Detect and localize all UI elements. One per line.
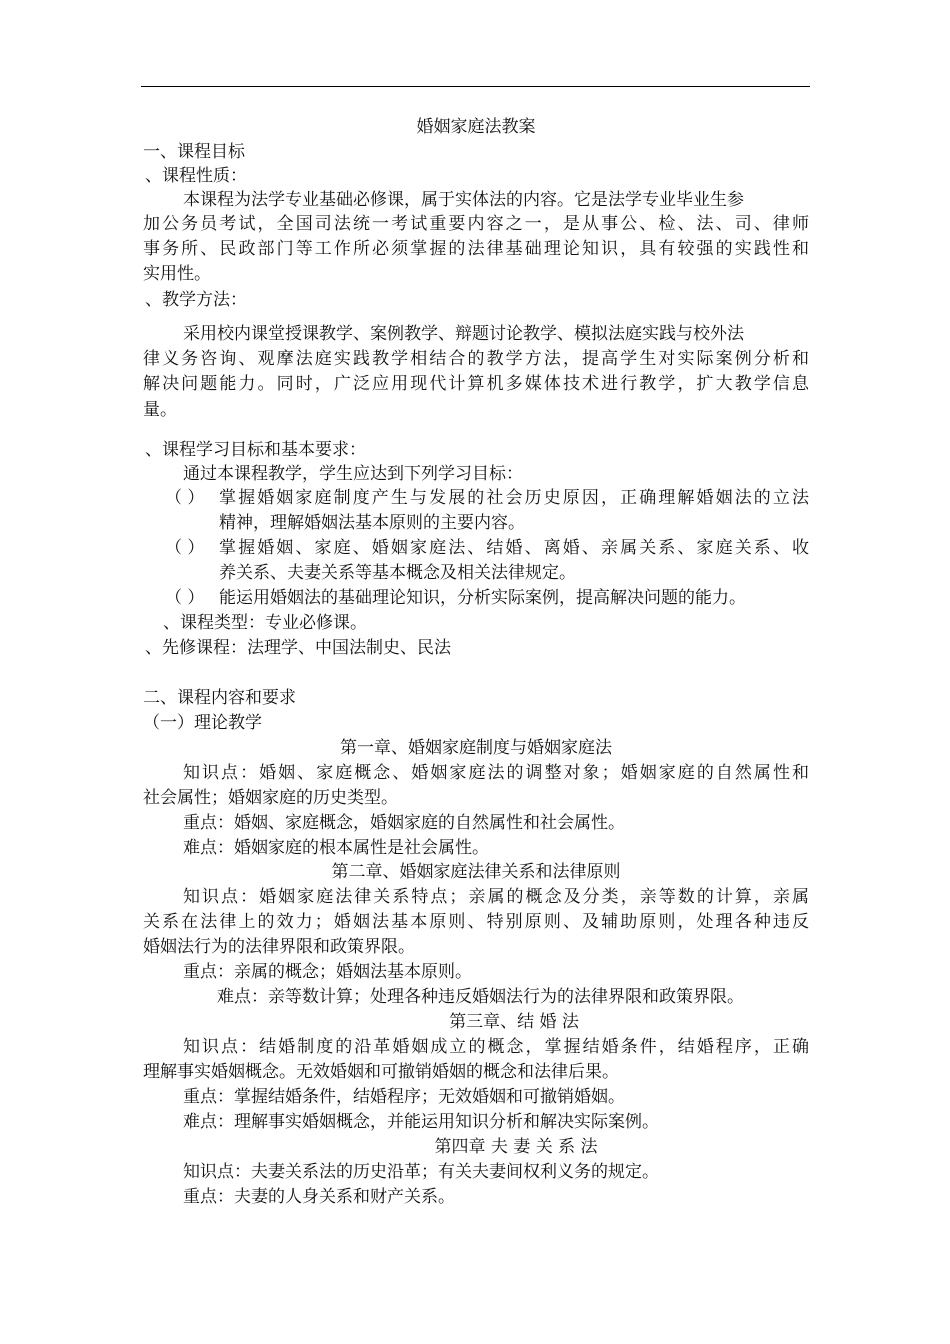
chapter-2-title: 第二章、婚姻家庭法律关系和法律原则 <box>331 862 621 882</box>
chapter-1-title: 第一章、婚姻家庭制度与婚姻家庭法 <box>340 738 612 758</box>
document-title: 婚姻家庭法教案 <box>416 117 536 137</box>
goal-item-line: 掌握婚姻、家庭、婚姻家庭法、结婚、离婚、亲属关系、家庭关系、收 <box>219 538 809 558</box>
ch2-knowledge-line: 知识点：婚姻家庭法律关系特点；亲属的概念及分类，亲等数的计算，亲属 <box>183 887 809 907</box>
nature-paragraph-line: 实用性。 <box>143 264 211 284</box>
nature-heading: 、课程性质： <box>145 166 247 186</box>
ch3-difficulty: 难点：理解事实婚姻概念，并能运用知识分析和解决实际案例。 <box>183 1112 659 1132</box>
chapter-4-title: 第四章 夫 妻 关 系 法 <box>434 1137 598 1157</box>
nature-paragraph-line: 加公务员考试，全国司法统一考试重要内容之一，是从事公、检、法、司、律师 <box>143 214 809 234</box>
ch3-key-point: 重点：掌握结婚条件，结婚程序；无效婚姻和可撤销婚姻。 <box>183 1087 625 1107</box>
ch2-knowledge-line: 婚姻法行为的法律界限和政策界限。 <box>143 937 415 957</box>
course-type: 、课程类型：专业必修课。 <box>163 613 367 633</box>
header-rule <box>141 86 810 87</box>
nature-paragraph-line: 本课程为法学专业基础必修课，属于实体法的内容。它是法学专业毕业生参 <box>183 190 744 210</box>
section-1-heading: 一、课程目标 <box>143 142 245 162</box>
chapter-3-title: 第三章、结 婚 法 <box>449 1012 579 1032</box>
ch1-difficulty: 难点：婚姻家庭的根本属性是社会属性。 <box>183 838 489 858</box>
goal-intro: 通过本课程教学，学生应达到下列学习目标： <box>183 464 523 484</box>
method-paragraph-line: 采用校内课堂授课教学、案例教学、辩题讨论教学、模拟法庭实践与校外法 <box>183 324 744 344</box>
method-paragraph-line: 解决问题能力。同时，广泛应用现代计算机多媒体技术进行教学，扩大教学信息 <box>143 374 809 394</box>
goal-item-line: 养关系、夫妻关系等基本概念及相关法律规定。 <box>219 563 576 583</box>
goal-item-line: 精神，理解婚姻法基本原则的主要内容。 <box>219 513 525 533</box>
ch2-knowledge-line: 关系在法律上的效力；婚姻法基本原则、特别原则、及辅助原则，处理各种违反 <box>143 912 809 932</box>
ch2-key-point: 重点：亲属的概念；婚姻法基本原则。 <box>183 962 472 982</box>
goal-heading: 、课程学习目标和基本要求： <box>145 440 366 460</box>
ch2-difficulty: 难点：亲等数计算；处理各种违反婚姻法行为的法律界限和政策界限。 <box>217 987 744 1007</box>
ch4-key-point: 重点：夫妻的人身关系和财产关系。 <box>183 1187 455 1207</box>
ch1-key-point: 重点：婚姻、家庭概念，婚姻家庭的自然属性和社会属性。 <box>183 813 625 833</box>
method-paragraph-line: 量。 <box>143 400 177 420</box>
nature-paragraph-line: 事务所、民政部门等工作所必须掌握的法律基础理论知识，具有较强的实践性和 <box>143 239 809 259</box>
method-paragraph-line: 律义务咨询、观摩法庭实践教学相结合的教学方法，提高学生对实际案例分析和 <box>143 349 809 369</box>
theory-heading: （一）理论教学 <box>143 713 262 733</box>
ch1-knowledge-line: 知识点：婚姻、家庭概念、婚姻家庭法的调整对象；婚姻家庭的自然属性和 <box>183 763 809 783</box>
goal-item-line: 掌握婚姻家庭制度产生与发展的社会历史原因，正确理解婚姻法的立法 <box>219 488 809 508</box>
goal-marker: （ ） <box>165 588 205 608</box>
goal-item-line: 能运用婚姻法的基础理论知识，分析实际案例，提高解决问题的能力。 <box>219 588 746 608</box>
ch3-knowledge-line: 理解事实婚姻概念。无效婚姻和可撤销婚姻的概念和法律后果。 <box>143 1062 619 1082</box>
goal-marker: （ ） <box>165 538 205 558</box>
goal-marker: （ ） <box>165 488 205 508</box>
ch3-knowledge-line: 知识点：结婚制度的沿革婚姻成立的概念，掌握结婚条件，结婚程序，正确 <box>183 1037 809 1057</box>
ch4-knowledge-line: 知识点：夫妻关系法的历史沿革；有关夫妻间权利义务的规定。 <box>183 1162 659 1182</box>
prerequisites: 、先修课程：法理学、中国法制史、民法 <box>145 638 451 658</box>
ch1-knowledge-line: 社会属性；婚姻家庭的历史类型。 <box>143 788 398 808</box>
section-2-heading: 二、课程内容和要求 <box>143 688 296 708</box>
method-heading: 、教学方法： <box>145 290 247 310</box>
